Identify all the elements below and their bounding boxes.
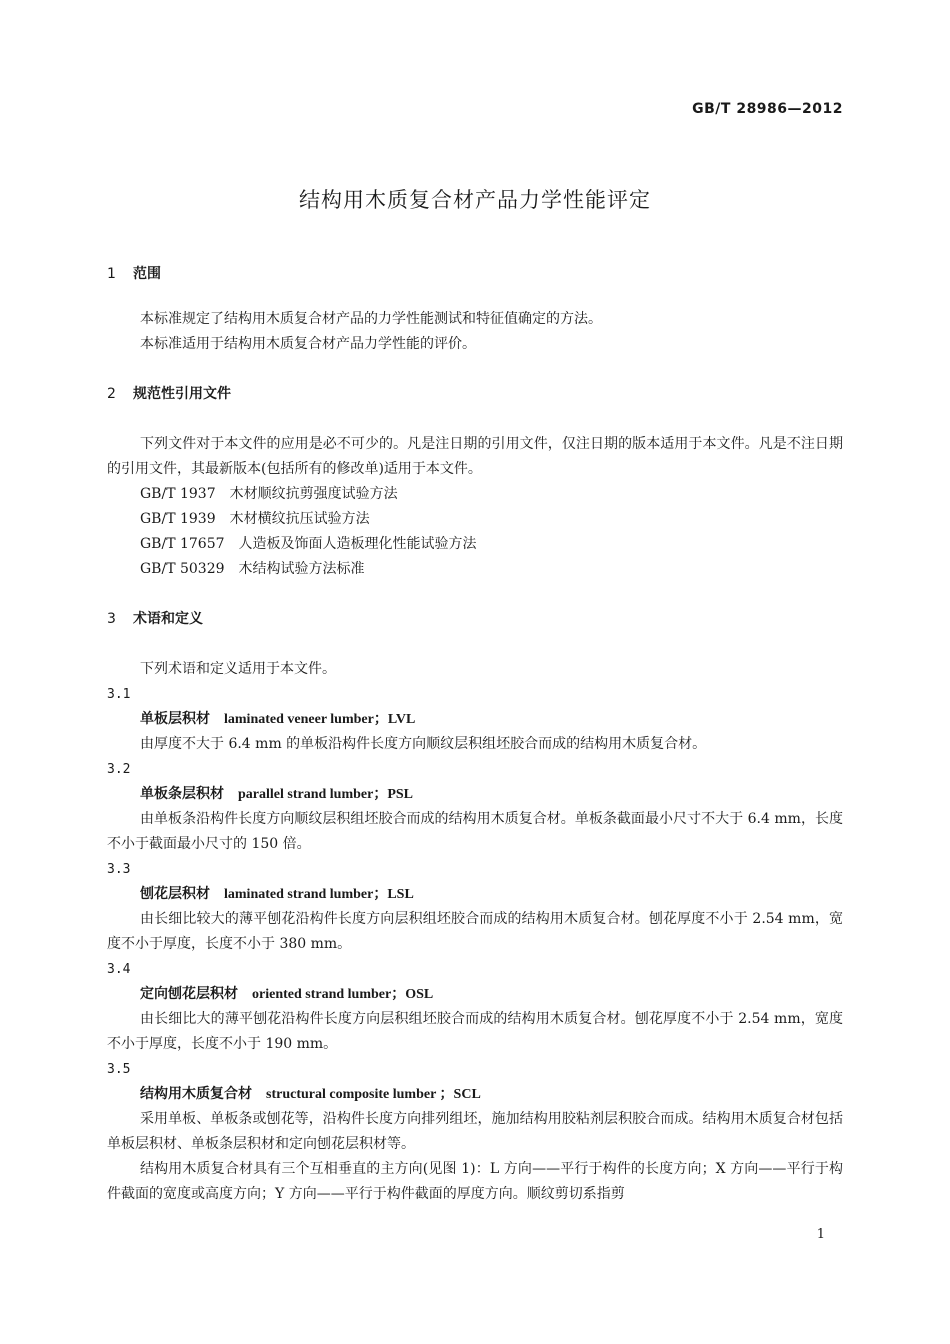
section-heading-terms-and-definitions xyxy=(107,607,843,632)
section-heading-scope xyxy=(107,262,843,287)
clause-number: 3.2 xyxy=(107,762,131,777)
clause-number: 3.1 xyxy=(107,687,131,702)
term-chinese: 单板条层积材 xyxy=(140,786,224,802)
section-title: 范围 xyxy=(133,266,161,282)
paragraph: 本标准适用于结构用木质复合材产品力学性能的评价。 xyxy=(140,336,476,352)
reference-title: 木结构试验方法标准 xyxy=(238,561,365,577)
term-chinese: 单板层积材 xyxy=(140,711,210,727)
paragraph: 下列术语和定义适用于本文件。 xyxy=(140,661,336,677)
page-number: 1 xyxy=(816,1227,825,1242)
term-english: parallel strand lumber；PSL xyxy=(238,787,414,802)
term-entry xyxy=(107,1082,843,1107)
clause-number: 3.5 xyxy=(107,1062,131,1077)
section-number: 3 xyxy=(107,611,116,627)
term-english: laminated strand lumber；LSL xyxy=(224,887,414,902)
section-number: 2 xyxy=(107,386,116,402)
clause-number: 3.3 xyxy=(107,862,131,877)
term-english: laminated veneer lumber；LVL xyxy=(224,712,416,727)
document-body xyxy=(107,262,843,1207)
term-entry xyxy=(107,982,843,1007)
term-entry xyxy=(107,882,843,907)
term-chinese: 刨花层积材 xyxy=(140,886,210,902)
term-definition: 由长细比较大的薄平刨花沿构件长度方向层积组坯胶合而成的结构用木质复合材。刨花厚度不小于 2.54 mm，宽度不小于厚度，长度不小于 380 mm。 xyxy=(107,911,843,952)
reference-item xyxy=(107,482,843,507)
paragraph: 下列文件对于本文件的应用是必不可少的。凡是注日期的引用文件，仅注日期的版本适用于本文件。凡是不注日期的引用文件，其最新版本(包括所有的修改单)适用于本文件。 xyxy=(107,436,843,477)
term-chinese: 结构用木质复合材 xyxy=(140,1086,252,1102)
term-chinese: 定向刨花层积材 xyxy=(140,986,238,1002)
reference-title: 人造板及饰面人造板理化性能试验方法 xyxy=(238,536,477,552)
term-entry xyxy=(107,707,843,732)
clause-number: 3.4 xyxy=(107,962,131,977)
standard-code: GB/T 28986—2012 xyxy=(692,101,843,117)
section-title: 术语和定义 xyxy=(133,611,203,627)
reference-code: GB/T 50329 xyxy=(140,561,225,577)
term-definition: 由长细比大的薄平刨花沿构件长度方向层积组坯胶合而成的结构用木质复合材。刨花厚度不小于 2.54 mm，宽度不小于厚度，长度不小于 190 mm。 xyxy=(107,1011,843,1052)
paragraph: 本标准规定了结构用木质复合材产品的力学性能测试和特征值确定的方法。 xyxy=(140,311,602,327)
term-definition-continued: 结构用木质复合材具有三个互相垂直的主方向(见图 1)：L 方向——平行于构件的长度方向；X 方向——平行于构件截面的宽度或高度方向；Y 方向——平行于构件截面的厚度方向。顺纹剪切系指剪 xyxy=(107,1161,843,1202)
term-definition: 采用单板、单板条或刨花等，沿构件长度方向排列组坯，施加结构用胶粘剂层积胶合而成。结构用木质复合材包括单板层积材、单板条层积材和定向刨花层积材等。 xyxy=(107,1111,843,1152)
reference-item xyxy=(107,532,843,557)
section-heading-normative-references xyxy=(107,382,843,407)
section-title: 规范性引用文件 xyxy=(133,386,231,402)
reference-item xyxy=(107,557,843,582)
term-english: structural composite lumber ；SCL xyxy=(266,1087,481,1102)
reference-title: 木材横纹抗压试验方法 xyxy=(229,511,370,527)
term-definition: 由厚度不大于 6.4 mm 的单板沿构件长度方向顺纹层积组坯胶合而成的结构用木质复合材。 xyxy=(140,736,707,752)
term-definition: 由单板条沿构件长度方向顺纹层积组坯胶合而成的结构用木质复合材。单板条截面最小尺寸不大于 6.4 mm，长度不小于截面最小尺寸的 150 倍。 xyxy=(107,811,843,852)
term-entry xyxy=(107,782,843,807)
section-number: 1 xyxy=(107,266,116,282)
reference-item xyxy=(107,507,843,532)
reference-code: GB/T 1937 xyxy=(140,486,216,502)
term-english: oriented strand lumber；OSL xyxy=(252,987,434,1002)
reference-code: GB/T 17657 xyxy=(140,536,225,552)
reference-code: GB/T 1939 xyxy=(140,511,216,527)
document-title: 结构用木质复合材产品力学性能评定 xyxy=(299,188,651,212)
reference-title: 木材顺纹抗剪强度试验方法 xyxy=(229,486,398,502)
